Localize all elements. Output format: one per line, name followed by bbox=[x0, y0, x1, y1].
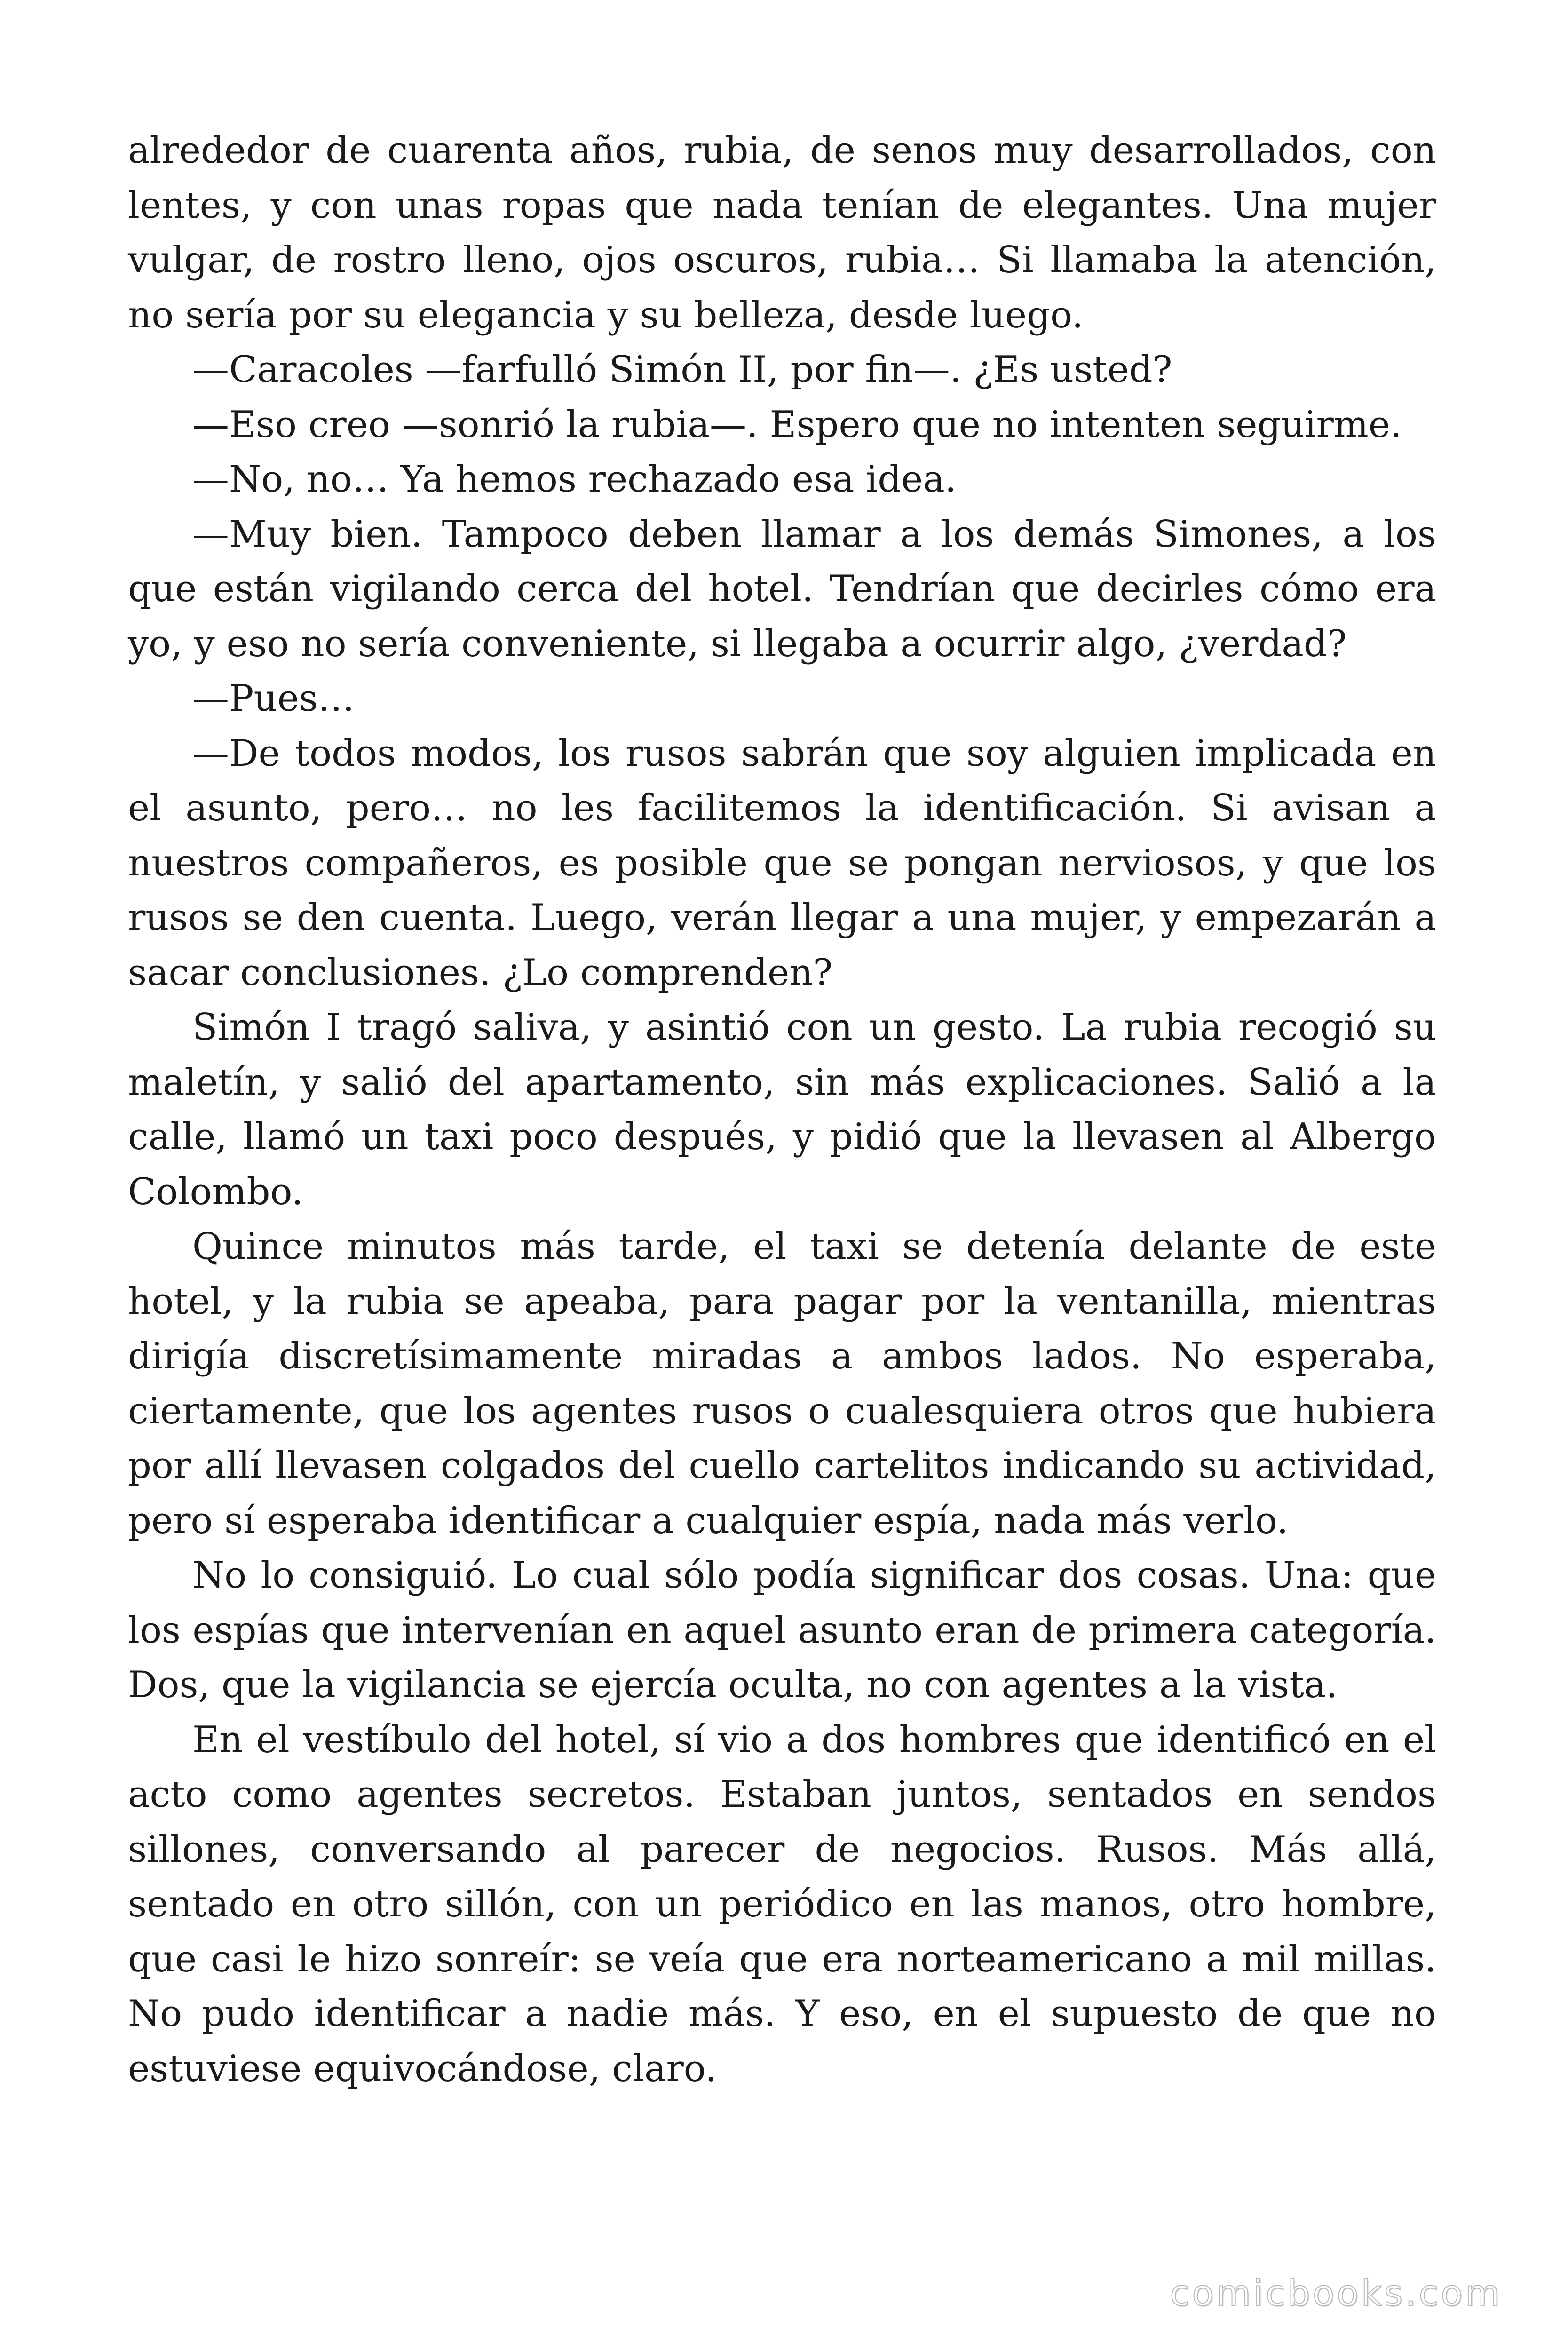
paragraph-2: —Caracoles —farfulló Simón II, por fin—. ¿Es usted? bbox=[192, 349, 1172, 391]
paragraph-1: alrededor de cuarenta años, rubia, de senos muy desarrollados, con lentes, y con unas ropas que nada tenían de elegantes. Una mujer vulgar, de rostro lleno, ojos oscuros, rubia… Si llamaba la atención, no sería por su elegancia y su belleza, desde luego. bbox=[128, 129, 1436, 336]
paragraph-8: Simón I tragó saliva, y asintió con un gesto. La rubia recogió su maletín, y salió del apartamento, sin más explicaciones. Salió a la calle, llamó un taxi poco después, y pidió que la llevasen al Albergo Colombo. bbox=[128, 1006, 1436, 1213]
paragraph-4: —No, no… Ya hemos rechazado esa idea. bbox=[192, 458, 957, 501]
paragraph-7: —De todos modos, los rusos sabrán que soy alguien implicada en el asunto, pero… no les facilitemos la identificación. Si avisan a nuestros compañeros, es posible que se pongan nerviosos, y que los rusos se den cuenta. Luego, verán llegar a una mujer, y empezarán a sacar conclusiones. ¿Lo comprenden? bbox=[128, 732, 1436, 994]
watermark: comicbooks.com bbox=[1170, 2272, 1502, 2314]
paragraph-3: —Eso creo —sonrió la rubia—. Espero que no intenten seguirme. bbox=[192, 403, 1402, 446]
paragraph-11: En el vestíbulo del hotel, sí vio a dos hombres que identificó en el acto como agentes secretos. Estaban juntos, sentados en sendos sillones, conversando al parecer de negocios. Rusos. Más allá, sentado en otro sillón, con un periódico en las manos, otro hombre, que casi le hizo sonreír: se veía que era norteamericano a mil millas. No pudo identificar a nadie más. Y eso, en el supuesto de que no estuviese equivocándose, claro. bbox=[128, 1718, 1436, 2090]
paragraph-9: Quince minutos más tarde, el taxi se detenía delante de este hotel, y la rubia se apeaba, para pagar por la ventanilla, mientras dirigía discretísimamente miradas a ambos lados. No esperaba, ciertamente, que los agentes rusos o cualesquiera otros que hubiera por allí llevasen colgados del cuello cartelitos indicando su actividad, pero sí esperaba identificar a cualquier espía, nada más verlo. bbox=[128, 1225, 1436, 1542]
paragraph-5: —Muy bien. Tampoco deben llamar a los demás Simones, a los que están vigilando cerca del hotel. Tendrían que decirles cómo era yo, y eso no sería conveniente, si llegaba a ocurrir algo, ¿verdad? bbox=[128, 513, 1436, 665]
paragraph-10: No lo consiguió. Lo cual sólo podía significar dos cosas. Una: que los espías que intervenían en aquel asunto eran de primera categoría. Dos, que la vigilancia se ejercía oculta, no con agentes a la vista. bbox=[128, 1554, 1436, 1706]
page-text bbox=[128, 123, 1436, 2096]
paragraph-6: —Pues… bbox=[192, 677, 355, 720]
